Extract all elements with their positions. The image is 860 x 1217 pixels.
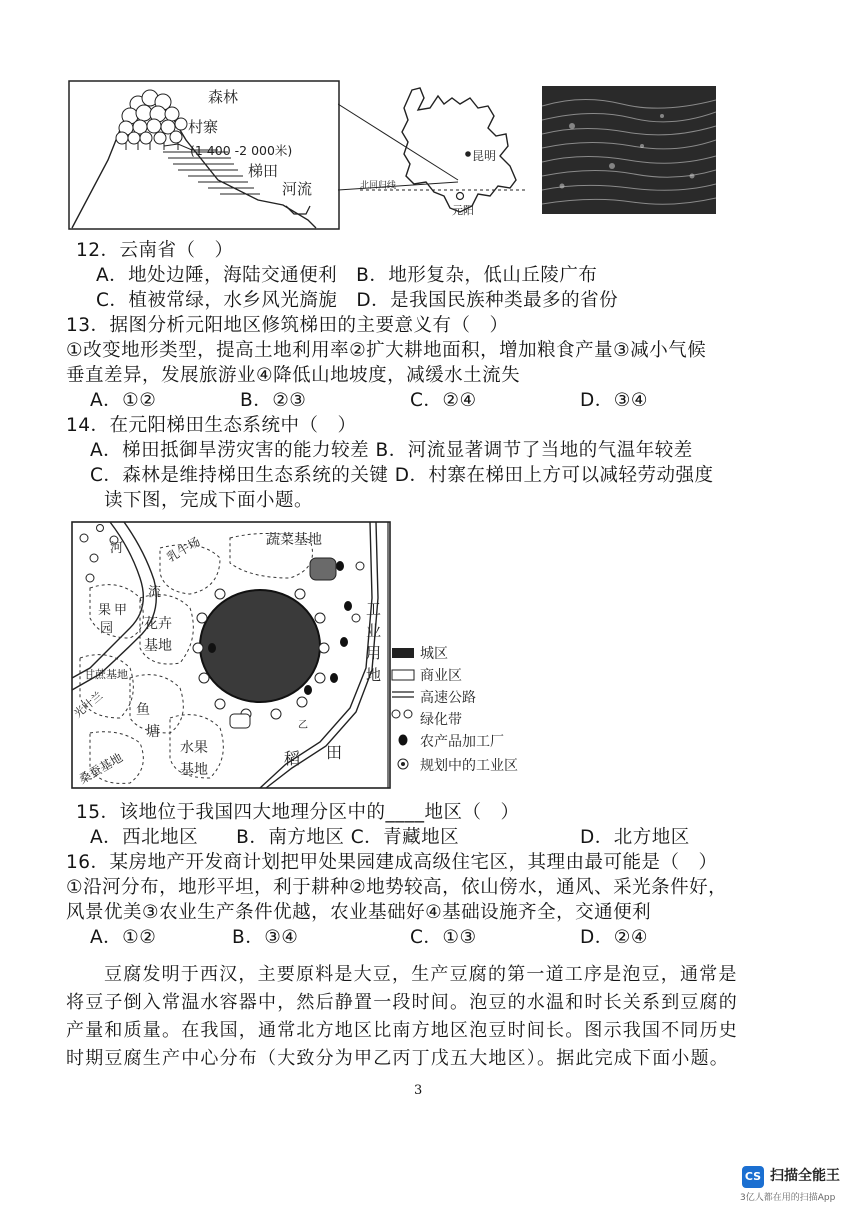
- page-number: 3: [414, 1083, 423, 1098]
- terrace-diagram: [68, 80, 340, 230]
- q12-options-ab: A．地处边陲，海陆交通便利 B．地形复杂，低山丘陵广布: [96, 265, 598, 286]
- q14-stem: 14．在元阳梯田生态系统中（ ）: [66, 415, 357, 436]
- planned-industry-markers: [352, 562, 364, 622]
- label-flower-1: 花卉: [144, 616, 172, 632]
- label-fruit-1: 水果: [180, 740, 208, 756]
- q16-option-b: B．③④: [232, 927, 299, 948]
- label-dairy: 乳牛场: [164, 534, 203, 565]
- q16-option-c: C．①③: [410, 927, 477, 948]
- legend-greenbelt: 绿化带: [420, 712, 462, 728]
- label-sugarcane: 甘蔗基地: [84, 668, 128, 681]
- q14-options-cd: C．森林是维持梯田生态系统的关键 D．村寨在梯田上方可以减轻劳动强度: [90, 465, 714, 486]
- q13-option-b: B．②③: [240, 390, 307, 411]
- river-channel: [286, 206, 310, 214]
- label-fish-1: 鱼: [136, 702, 150, 718]
- q13-statements-2: 垂直差异，发展旅游业④降低山地坡度，减缓水土流失: [66, 365, 521, 386]
- label-river-1: 河: [110, 541, 124, 556]
- label-paddy-2: 田: [326, 743, 343, 762]
- label-industry-4: 地: [366, 666, 382, 684]
- legend-planned: 规划中的工业区: [420, 758, 518, 774]
- q16-statements-2: 风景优美③农业生产条件优越，农业基础好④基础设施齐全，交通便利: [66, 902, 652, 923]
- label-jia: 甲: [114, 603, 128, 618]
- label-river: 河流: [282, 180, 313, 198]
- label-yuanyang: 元阳: [452, 204, 474, 217]
- legend-commercial: 商业区: [420, 668, 462, 684]
- passage-line-2: 将豆子倒入常温水容器中，然后静置一段时间。泡豆的水温和时长关系到豆腐的: [66, 992, 738, 1013]
- label-vegetable: 蔬菜基地: [266, 532, 322, 548]
- app-name: 扫描全能王: [770, 1168, 840, 1184]
- terrace-photo: [542, 86, 716, 214]
- label-river-2: 流: [148, 585, 162, 600]
- label-industry-1: 工: [366, 600, 382, 618]
- label-yi: 乙: [298, 720, 308, 731]
- label-bayberry: 光叶兰: [71, 689, 106, 721]
- q15-stem: 15．该地位于我国四大地理分区中的____地区（ ）: [76, 802, 520, 823]
- yunnan-map: [360, 84, 530, 224]
- label-fish-2: 塘: [146, 724, 160, 740]
- land-use-map: [70, 518, 530, 790]
- label-paddy-1: 稻: [284, 749, 301, 768]
- label-village: 村寨: [188, 118, 219, 136]
- label-flower-2: 基地: [144, 638, 172, 654]
- q16-option-a: A．①②: [90, 927, 157, 948]
- passage-line-3: 产量和质量。在我国，通常北方地区比南方地区泡豆时间长。图示我国不同历史: [66, 1020, 738, 1041]
- q13-option-c: C．②④: [410, 390, 477, 411]
- passage-line-4: 时期豆腐生产中心分布（大致分为甲乙丙丁戊五大地区）。据此完成下面小题。: [66, 1048, 729, 1069]
- label-industry-2: 业: [366, 622, 382, 640]
- label-fruit-2: 基地: [180, 762, 208, 778]
- label-industry-3: 用: [366, 644, 382, 662]
- legend-factory: 农产品加工厂: [420, 734, 504, 750]
- q13-statements-1: ①改变地形类型，提高土地利用率②扩大耕地面积，增加粮食产量③减小气候: [66, 340, 707, 361]
- label-orchard-c: 园: [100, 621, 114, 636]
- label-terraces: 梯田: [248, 162, 279, 180]
- q13-option-d: D．③④: [580, 390, 648, 411]
- label-altitude: (1 400 -2 000米): [190, 143, 293, 158]
- legend-highway: 高速公路: [420, 690, 476, 706]
- figure-instruction: 读下图，完成下面小题。: [104, 490, 314, 511]
- legend-city: 城区: [420, 646, 448, 662]
- label-orchard-a: 果: [98, 603, 112, 618]
- q12-options-cd: C．植被常绿，水乡风光旖旎 D．是我国民族种类最多的省份: [96, 290, 619, 311]
- q12-stem: 12．云南省（ ）: [76, 240, 234, 261]
- passage-line-1: 豆腐发明于西汉，主要原料是大豆，生产豆腐的第一道工序是泡豆，通常是: [104, 964, 738, 985]
- q13-option-a: A．①②: [90, 390, 157, 411]
- q16-statements-1: ①沿河分布，地形平坦，利于耕种②地势较高，依山傍水，通风、采光条件好，: [66, 877, 728, 898]
- forest-trees-icon: [116, 90, 187, 144]
- q14-options-ab: A．梯田抵御旱涝灾害的能力较差 B．河流显著调节了当地的气温年较差: [90, 440, 693, 461]
- app-tagline: 3亿人都在用的扫描App: [740, 1193, 836, 1203]
- map-legend: [392, 646, 518, 774]
- label-kunming: 昆明: [472, 149, 497, 163]
- q13-stem: 13．据图分析元阳地区修筑梯田的主要意义有（ ）: [66, 315, 509, 336]
- q15-options-abc: A．西北地区 B．南方地区 C．青藏地区: [90, 827, 460, 848]
- q16-stem: 16．某房地产开发商计划把甲处果园建成高级住宅区，其理由最可能是（ ）: [66, 852, 718, 873]
- label-forest: 森林: [208, 88, 239, 106]
- q15-option-d: D．北方地区: [580, 827, 690, 848]
- q16-option-d: D．②④: [580, 927, 648, 948]
- label-mulberry: 桑蚕基地: [76, 750, 126, 787]
- camscanner-logo-icon: CS: [742, 1166, 764, 1188]
- label-tropic: 北回归线: [360, 181, 397, 191]
